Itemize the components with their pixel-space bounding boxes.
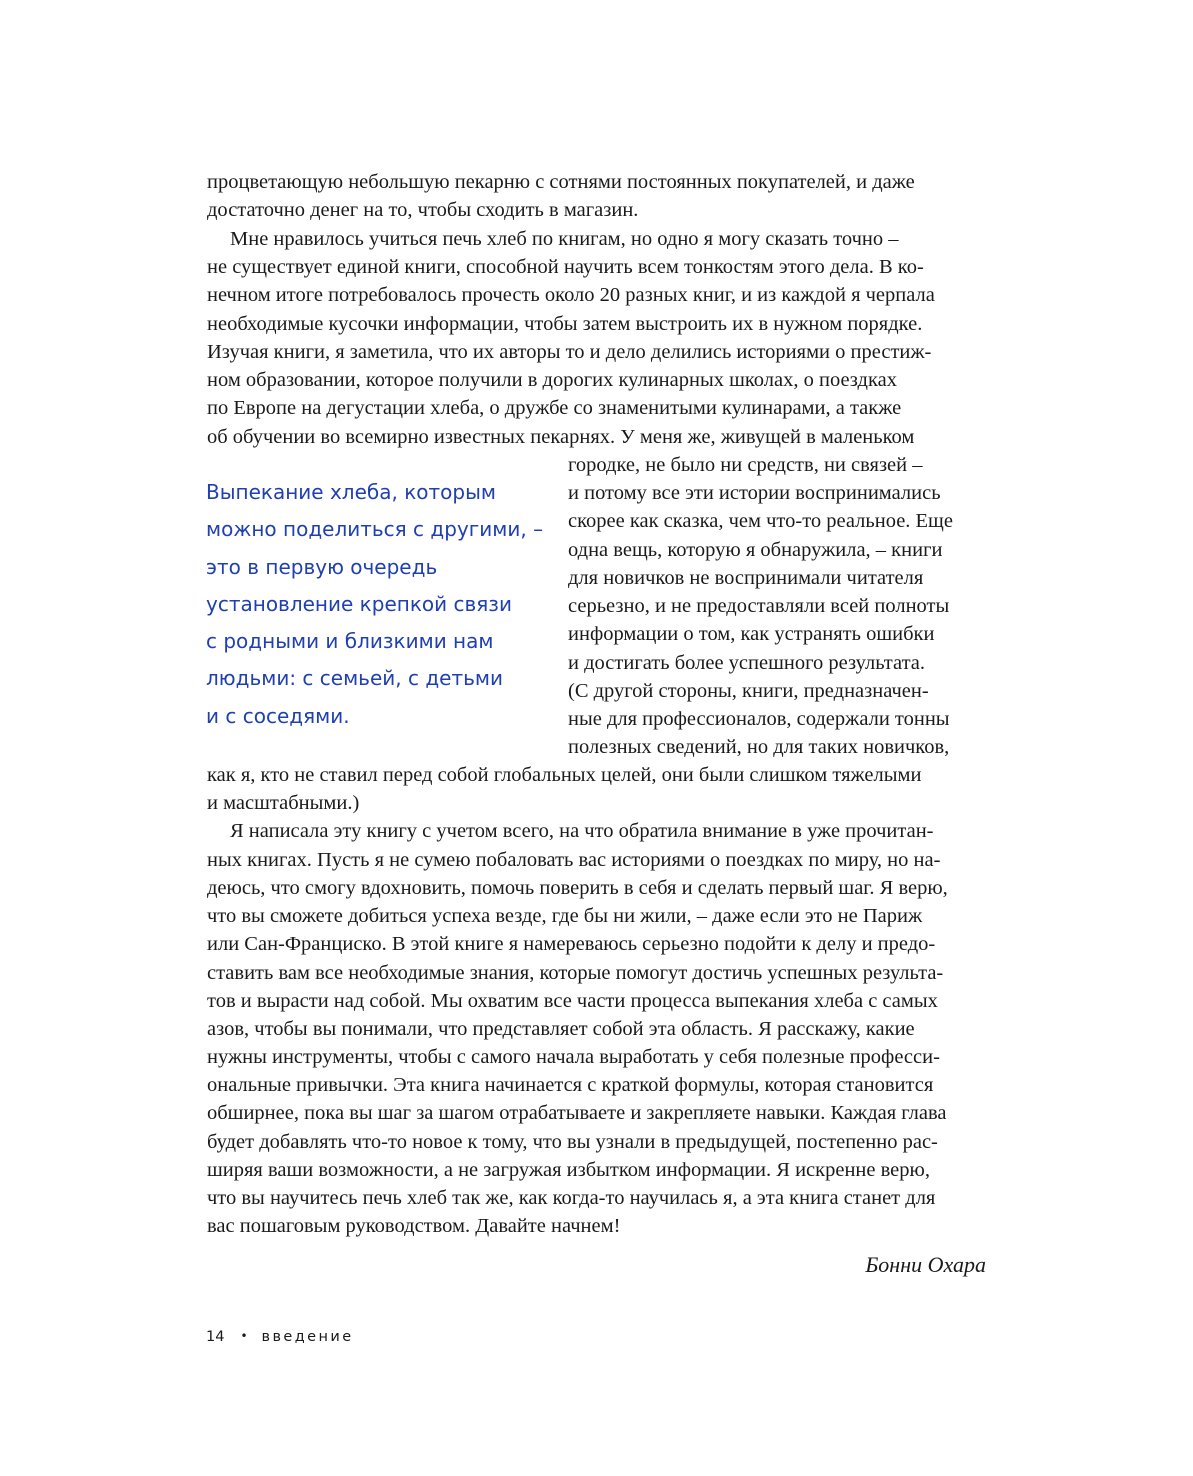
body-line: обширнее, пока вы шаг за шагом отрабатываете и закрепляете навыки. Каждая глава <box>207 1102 947 1124</box>
body-line: что вы научитесь печь хлеб так же, как когда-то научилась я, а эта книга станет для <box>207 1187 936 1209</box>
body-line: вас пошаговым руководством. Давайте начнем! <box>207 1215 621 1237</box>
body-line: нечном итоге потребовалось прочесть около 20 разных книг, и из каждой я черпала <box>207 284 935 306</box>
page-footer <box>206 1325 354 1348</box>
body-line: (С другой стороны, книги, предназначен- <box>568 680 929 702</box>
body-line: ные для профессионалов, содержали тонны <box>568 708 950 730</box>
pull-quote <box>206 474 551 735</box>
body-line: ном образовании, которое получили в дорогих кулинарных школах, о поездках <box>207 369 897 391</box>
pull-quote-line: Выпекание хлеба, которым <box>206 480 496 504</box>
body-line: тов и вырасти над собой. Мы охватим все части процесса выпекания хлеба с самых <box>207 990 938 1012</box>
body-line: нужны инструменты, чтобы с самого начала выработать у себя полезные професси- <box>207 1046 940 1068</box>
body-line: будет добавлять что-то новое к тому, что вы узнали в предыдущей, постепенно рас- <box>207 1131 938 1153</box>
body-line: как я, кто не ставил перед собой глобальных целей, они были слишком тяжелыми <box>207 764 922 786</box>
body-line: не существует единой книги, способной научить всем тонкостям этого дела. В ко- <box>207 256 924 278</box>
pull-quote-line: людьми: с семьей, с детьми <box>206 666 503 691</box>
body-line: процветающую небольшую пекарню с сотнями постоянных покупателей, и даже <box>207 171 915 193</box>
body-line: что вы сможете добиться успеха везде, где бы ни жили, – даже если это не Париж <box>207 905 923 927</box>
body-line: Я написала эту книгу с учетом всего, на что обратила внимание в уже прочитан- <box>230 820 934 842</box>
body-line: ширяя ваши возможности, а не загружая избытком информации. Я искренне верю, <box>207 1159 930 1181</box>
body-line: по Европе на дегустации хлеба, о дружбе со знаменитыми кулинарами, а также <box>207 397 902 419</box>
body-line: скорее как сказка, чем что-то реальное. Еще <box>568 510 953 532</box>
pull-quote-line: установление крепкой связи <box>206 591 512 616</box>
body-line: полезных сведений, но для таких новичков, <box>568 736 950 758</box>
body-line: серьезно, и не предоставляли всей полноты <box>568 595 950 617</box>
body-line: городке, не было ни средств, ни связей – <box>568 454 923 476</box>
body-line: и потому все эти истории воспринимались <box>568 482 941 504</box>
footer-separator: • <box>240 1329 248 1343</box>
pull-quote-line: и с соседями. <box>206 703 350 728</box>
body-line: Мне нравилось учиться печь хлеб по книгам, но одно я могу сказать точно – <box>230 228 899 250</box>
body-line: азов, чтобы вы понимали, что представляет собой эта область. Я расскажу, какие <box>207 1018 915 1040</box>
pull-quote-line: это в первую очередь <box>206 554 438 579</box>
body-line: необходимые кусочки информации, чтобы затем выстроить их в нужном порядке. <box>207 313 923 335</box>
page-number: 14 <box>206 1329 225 1345</box>
body-line: об обучении во всемирно известных пекарнях. У меня же, живущей в маленьком <box>207 426 915 448</box>
body-line: и масштабными.) <box>207 792 360 814</box>
body-line: или Сан-Франциско. В этой книге я намереваюсь серьезно подойти к делу и предо- <box>207 933 936 955</box>
body-line: одна вещь, которую я обнаружила, – книги <box>568 539 943 561</box>
body-line: информации о том, как устранять ошибки <box>568 623 935 645</box>
section-title: введение <box>261 1329 354 1345</box>
body-line: ных книгах. Пусть я не сумею побаловать вас историями о поездках по миру, но на- <box>207 849 941 871</box>
body-line: для новичков не воспринимали читателя <box>568 567 924 589</box>
body-line: деюсь, что смогу вдохновить, помочь поверить в себя и сделать первый шаг. Я верю, <box>207 877 948 899</box>
body-line: и достигать более успешного результата. <box>568 652 926 674</box>
body-line: достаточно денег на то, чтобы сходить в магазин. <box>207 199 639 221</box>
body-line: Изучая книги, я заметила, что их авторы то и дело делились историями о престиж- <box>207 341 932 363</box>
author-signature: Бонни Охара <box>865 1252 986 1277</box>
body-line: ставить вам все необходимые знания, которые помогут достичь успешных результа- <box>207 962 944 984</box>
body-line: ональные привычки. Эта книга начинается с краткой формулы, которая становится <box>207 1074 934 1096</box>
pull-quote-line: с родными и близкими нам <box>206 629 494 654</box>
pull-quote-line: можно поделиться с другими, – <box>206 517 544 542</box>
